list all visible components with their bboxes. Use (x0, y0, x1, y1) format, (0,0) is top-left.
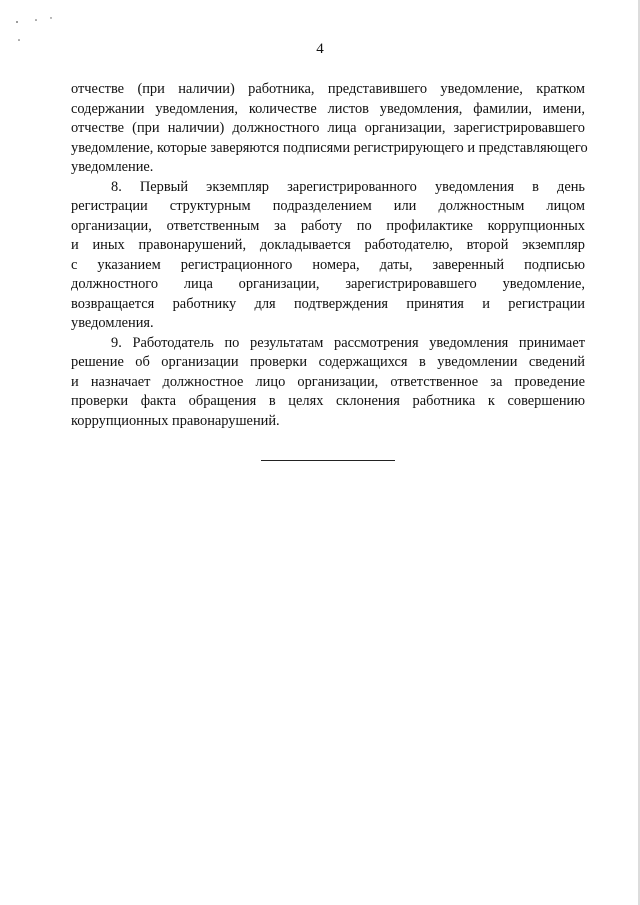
paragraph-9 (71, 334, 585, 432)
text-line: возвращается работнику для подтверждения принятия и регистрации (71, 295, 585, 312)
text-line: уведомление. (71, 159, 154, 175)
text-line: 8. Первый экземпляр зарегистрированного уведомления в день (111, 178, 585, 195)
paragraph-continuation (71, 80, 588, 178)
paragraph-8 (71, 178, 585, 334)
document-body (71, 80, 588, 431)
text-line: решение об организации проверки содержащихся в уведомлении сведений (71, 354, 585, 370)
text-line: уведомления. (71, 315, 154, 331)
text-line: и назначает должностное лицо организации, ответственное за проведение (71, 373, 585, 390)
text-line: с указанием регистрационного номера, даты, заверенный подписью (71, 256, 585, 273)
text-line: уведомление, которые заверяются подписями регистрирующего и представляющего (71, 139, 588, 156)
text-line: регистрации структурным подразделением или должностным лицом (71, 198, 585, 214)
text-line: отчестве (при наличии) работника, представившего уведомление, кратком (71, 81, 585, 97)
text-line: содержании уведомления, количестве листов уведомления, фамилии, имени, (71, 100, 585, 117)
text-line: коррупционных правонарушений. (71, 412, 280, 429)
end-divider-line (261, 460, 395, 461)
text-line: и иных правонарушений, докладывается работодателю, второй экземпляр (71, 237, 585, 253)
page-number: 4 (316, 41, 324, 57)
text-line: отчестве (при наличии) должностного лица организации, зарегистрировавшего (71, 120, 585, 136)
text-line: организации, ответственным за работу по профилактике коррупционных (71, 217, 585, 234)
text-line: проверки факта обращения в целях склонения работника к совершению (71, 393, 585, 409)
text-line: должностного лица организации, зарегистрировавшего уведомление, (71, 276, 585, 292)
text-line: 9. Работодатель по результатам рассмотрения уведомления принимает (111, 334, 585, 351)
